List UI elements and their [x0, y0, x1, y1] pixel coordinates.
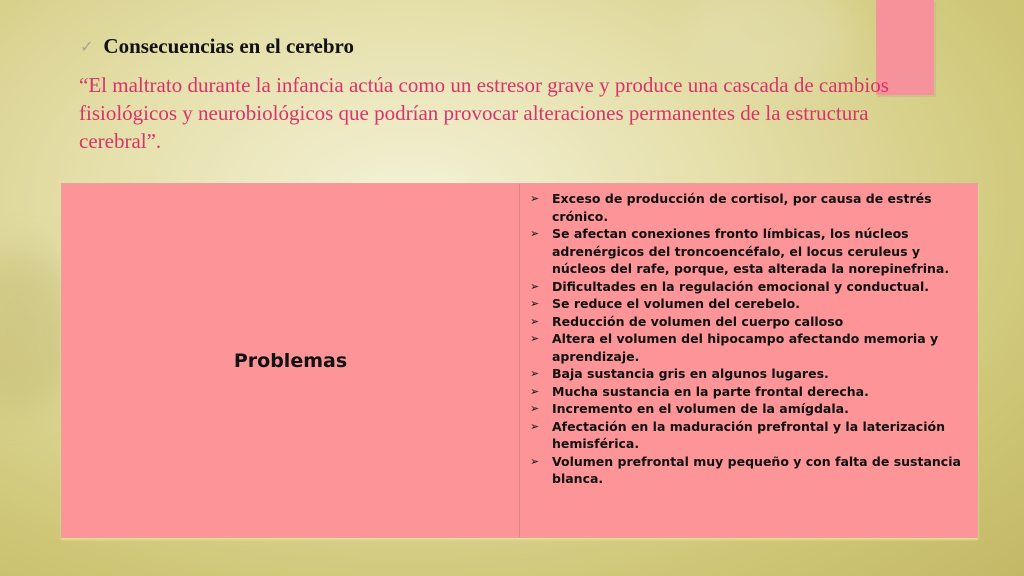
list-item — [530, 278, 963, 296]
list-item — [530, 453, 963, 488]
list-item — [530, 365, 963, 383]
list-item-text: Volumen prefrontal muy pequeño y con falta de sustancia blanca. — [552, 453, 961, 486]
list-item — [530, 330, 963, 365]
list-item — [530, 400, 963, 418]
arrow-bullet-icon: ➢ — [530, 419, 540, 433]
list-item-text: Mucha sustancia en la parte frontal derecha. — [552, 383, 869, 399]
arrow-bullet-icon: ➢ — [530, 332, 540, 345]
slide-heading — [80, 34, 354, 59]
list-item-text: Baja sustancia gris en algunos lugares. — [552, 366, 829, 381]
list-item — [530, 190, 963, 225]
table-items-cell — [520, 184, 977, 537]
heading-text: Consecuencias en el cerebro — [103, 34, 355, 58]
arrow-bullet-icon: ➢ — [530, 314, 540, 328]
quote-text: “El maltrato durante la infancia actúa como un estresor grave y produce una cascada de cambios fisiológicos y neurobiológicos que podrían provocar alteraciones permanentes de la estructura cerebral”. — [79, 73, 889, 153]
table-label: Problemas — [233, 349, 348, 372]
list-item — [530, 295, 963, 313]
problems-list — [530, 190, 963, 488]
arrow-bullet-icon: ➢ — [530, 402, 540, 415]
list-item-text: Afectación en la maduración prefrontal y la laterización hemisférica. — [552, 418, 945, 451]
list-item-text: Incremento en el volumen de la amígdala. — [552, 401, 849, 416]
arrow-bullet-icon: ➢ — [530, 227, 540, 240]
list-item — [530, 418, 963, 453]
checkmark-icon: ✓ — [80, 38, 94, 56]
arrow-bullet-icon: ➢ — [530, 297, 540, 310]
list-item-text: Exceso de producción de cortisol, por causa de estrés crónico. — [552, 191, 932, 224]
arrow-bullet-icon: ➢ — [530, 367, 540, 380]
arrow-bullet-icon: ➢ — [530, 454, 540, 468]
arrow-bullet-icon: ➢ — [530, 192, 540, 205]
problems-table — [61, 183, 978, 538]
arrow-bullet-icon: ➢ — [530, 279, 540, 293]
list-item — [530, 383, 963, 401]
list-item-text: Altera el volumen del hipocampo afectando memoria y aprendizaje. — [552, 331, 939, 364]
arrow-bullet-icon: ➢ — [530, 384, 540, 398]
list-item-text: Se reduce el volumen del cerebelo. — [552, 296, 800, 311]
list-item — [530, 313, 963, 331]
list-item-text: Dificultades en la regulación emocional y conductual. — [552, 278, 930, 294]
list-item-text: Reducción de volumen del cuerpo calloso — [552, 313, 844, 329]
table-label-cell — [62, 184, 520, 537]
list-item — [530, 225, 963, 278]
list-item-text: Se afectan conexiones fronto límbicas, los núcleos adrenérgicos del troncoencéfalo, el locus ceruleus y núcleos del rafe, porque, esta alterada la norepinefrina. — [552, 226, 950, 276]
